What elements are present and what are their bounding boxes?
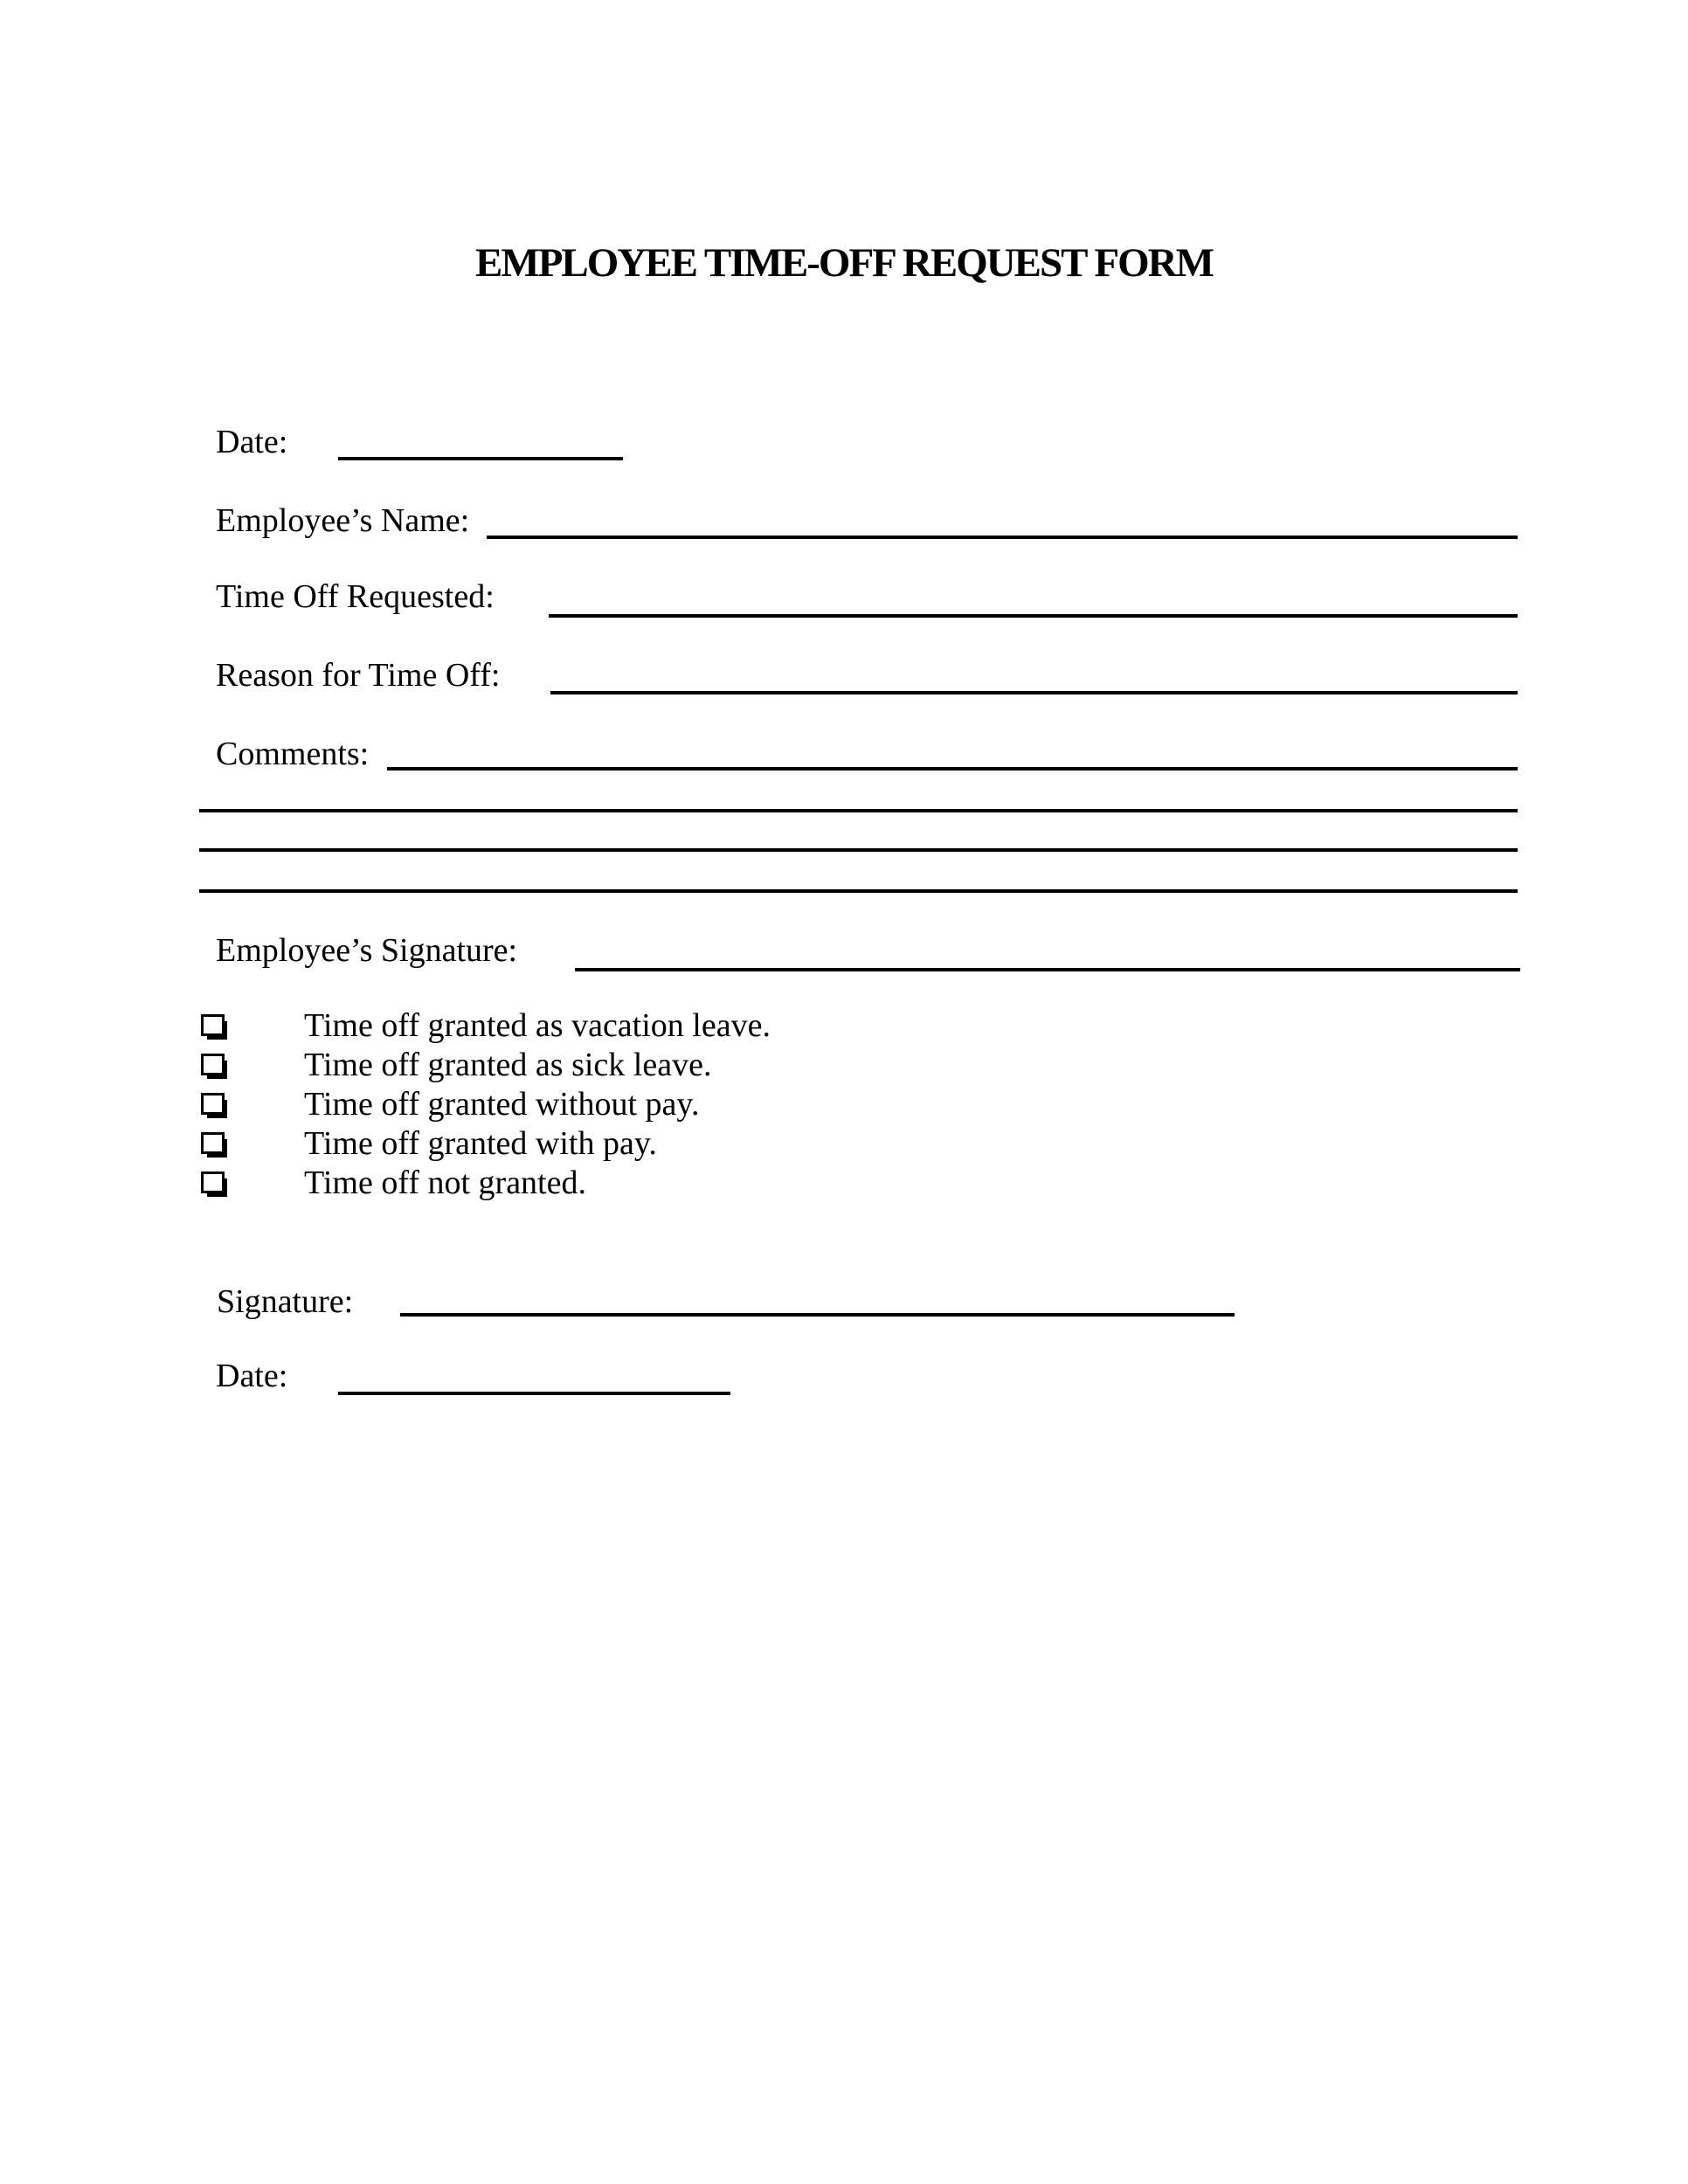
option-vacation-leave[interactable] — [199, 1006, 771, 1046]
comments-input-line[interactable] — [387, 767, 1518, 771]
approver-signature-input-line[interactable] — [400, 1313, 1235, 1317]
reason-for-time-off-label: Reason for Time Off: — [216, 657, 501, 694]
checkbox-icon[interactable] — [201, 1093, 225, 1115]
comments-label: Comments: — [216, 736, 370, 772]
option-label: Time off granted as vacation leave. — [304, 1007, 771, 1044]
checkbox-icon[interactable] — [201, 1171, 225, 1193]
comments-extra-line-1[interactable] — [199, 809, 1518, 812]
option-label: Time off granted without pay. — [304, 1086, 700, 1123]
option-label: Time off not granted. — [304, 1165, 586, 1201]
time-off-requested-label: Time Off Requested: — [216, 578, 495, 615]
option-without-pay[interactable] — [199, 1085, 771, 1124]
option-label: Time off granted with pay. — [304, 1125, 657, 1162]
employee-signature-label: Employee’s Signature: — [216, 932, 518, 969]
reason-for-time-off-input-line[interactable] — [550, 691, 1518, 695]
page-title: EMPLOYEE TIME-OFF REQUEST FORM — [475, 240, 1213, 286]
checkbox-icon[interactable] — [201, 1014, 225, 1036]
employee-name-input-line[interactable] — [487, 536, 1518, 539]
option-not-granted[interactable] — [199, 1164, 771, 1203]
employee-name-label: Employee’s Name: — [216, 502, 470, 539]
option-with-pay[interactable] — [199, 1124, 771, 1164]
date-top-label: Date: — [216, 424, 288, 460]
approver-date-input-line[interactable] — [338, 1392, 730, 1395]
checkbox-icon[interactable] — [201, 1132, 225, 1154]
checkbox-icon[interactable] — [201, 1054, 225, 1075]
approver-date-label: Date: — [216, 1358, 288, 1394]
option-label: Time off granted as sick leave. — [304, 1047, 712, 1083]
time-off-requested-input-line[interactable] — [549, 614, 1518, 618]
approval-options-list — [199, 1006, 771, 1203]
comments-extra-line-3[interactable] — [199, 889, 1518, 893]
employee-signature-input-line[interactable] — [575, 968, 1520, 971]
date-top-input-line[interactable] — [338, 457, 623, 460]
comments-extra-line-2[interactable] — [199, 848, 1518, 852]
approver-signature-label: Signature: — [217, 1283, 354, 1320]
option-sick-leave[interactable] — [199, 1046, 771, 1085]
